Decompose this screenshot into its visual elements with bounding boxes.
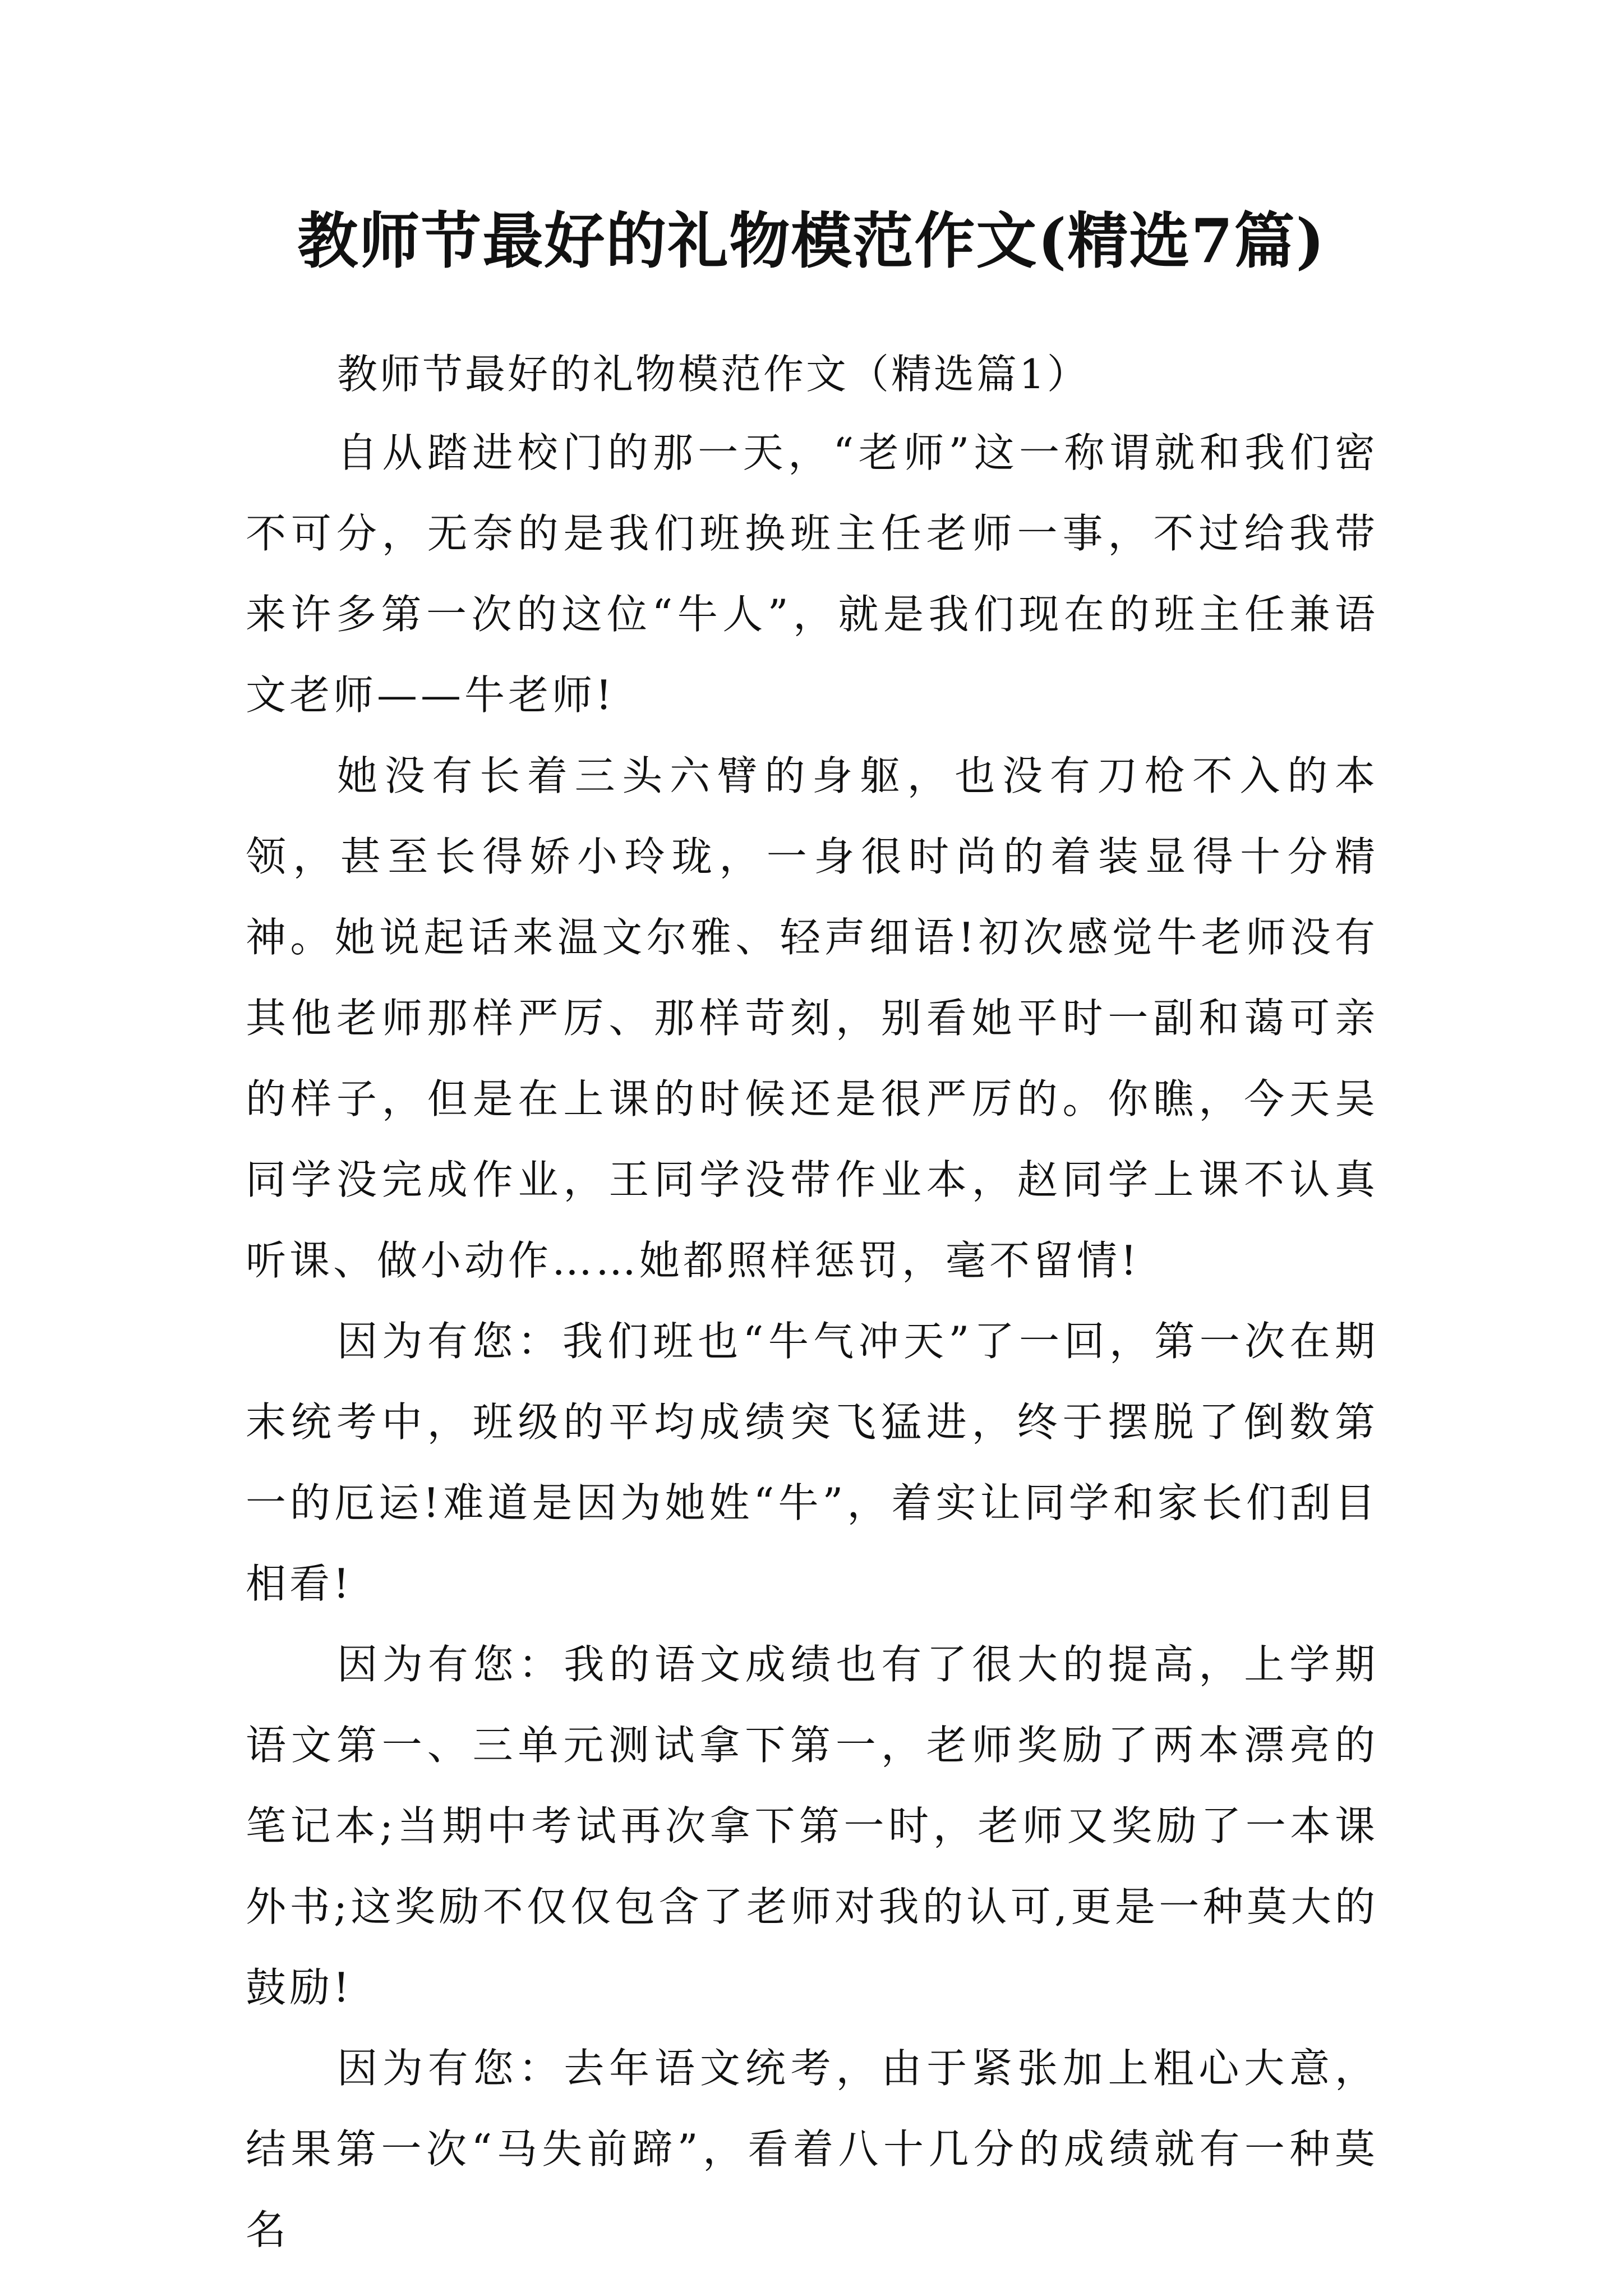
section-heading: 教师节最好的礼物模范作文（精选篇1） — [337, 351, 1090, 398]
document-body — [246, 337, 1378, 2270]
paragraph: 因为有您：我们班也“牛气冲天”了一回，第一次在期末统考中，班级的平均成绩突飞猛进，终于摆脱了倒数第一的厄运!难道是因为她姓“牛”，着实让同学和家长们刮目相看! — [246, 1318, 1378, 1607]
paragraph: 自从踏进校门的那一天，“老师”这一称谓就和我们密不可分，无奈的是我们班换班主任老师一事，不过给我带来许多第一次的这位“牛人”，就是我们现在的班主任兼语文老师——牛老师! — [246, 429, 1378, 719]
paragraph: 她没有长着三头六臂的身躯，也没有刀枪不入的本领，甚至长得娇小玲珑，一身很时尚的着装显得十分精神。她说起话来温文尔雅、轻声细语!初次感觉牛老师没有其他老师那样严厉、那样苛刻，别看她平时一副和蔼可亲的样子，但是在上课的时候还是很严厉的。你瞧，今天吴同学没完成作业，王同学没带作业本，赵同学上课不认真听课、做小动作……她都照样惩罚，毫不留情! — [246, 752, 1378, 1284]
paragraph: 因为有您：我的语文成绩也有了很大的提高，上学期语文第一、三单元测试拿下第一，老师奖励了两本漂亮的笔记本;当期中考试再次拿下第一时，老师又奖励了一本课外书;这奖励不仅仅包含了老师对我的认可,更是一种莫大的鼓励! — [246, 1641, 1378, 2011]
document-title: 教师节最好的礼物模范作文(精选7篇) — [297, 206, 1326, 277]
paragraph: 因为有您：去年语文统考，由于紧张加上粗心大意，结果第一次“马失前蹄”，看着八十几分的成绩就有一种莫名 — [246, 2045, 1378, 2253]
